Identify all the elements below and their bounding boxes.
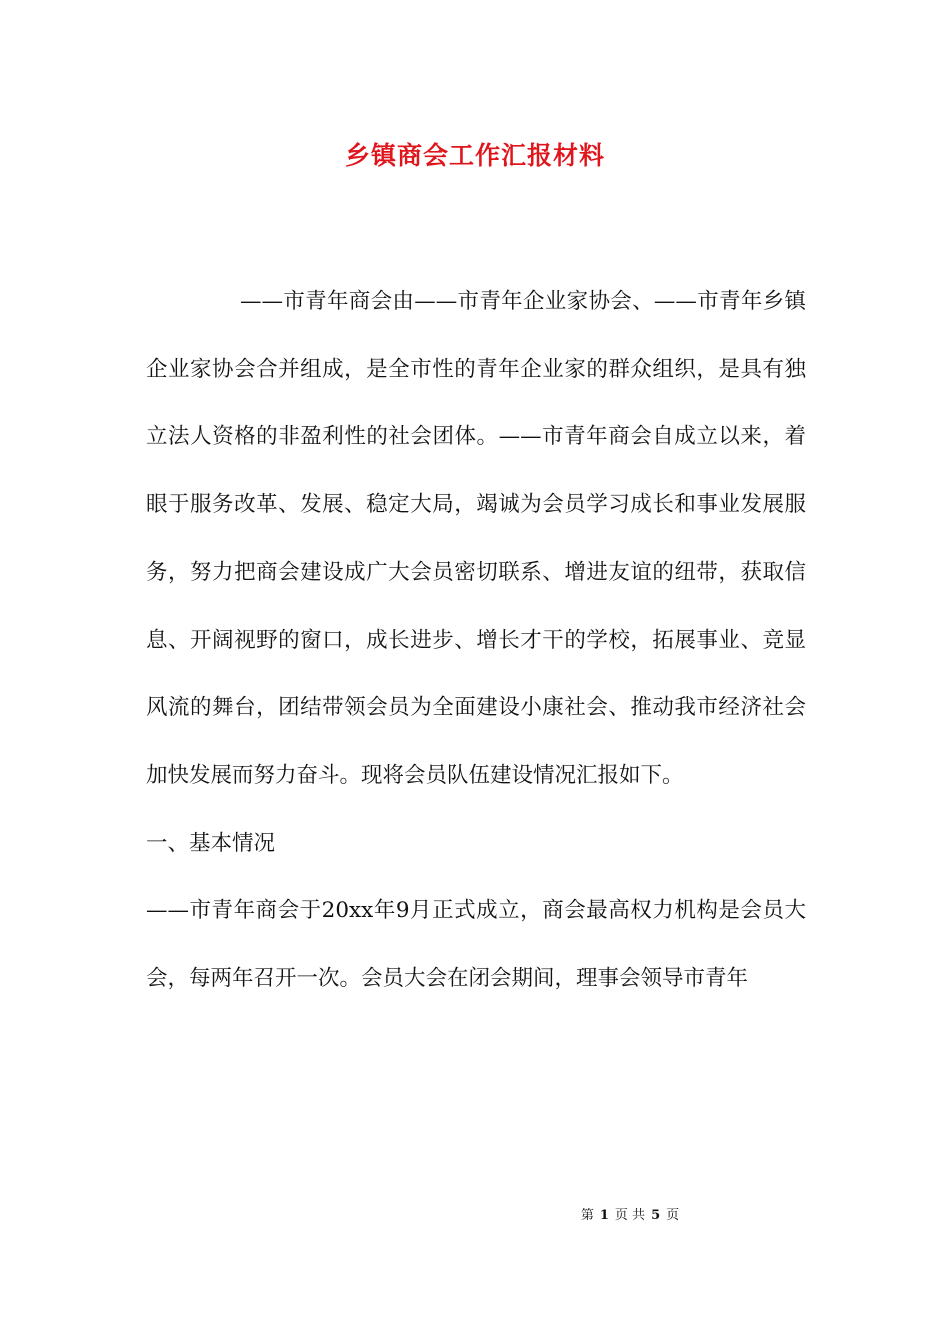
document-title: 乡镇商会工作汇报材料: [344, 141, 605, 170]
paragraph-intro: ——市青年商会由——市青年企业家协会、——市青年乡镇企业家协会合并组成，是全市性的青年企业家的群众组织，是具有独立法人资格的非盈利性的社会团体。——市青年商会自成立以来，着眼于服务改革、发展、稳定大局，竭诚为会员学习成长和事业发展服务，努力把商会建设成广大会员密切联系、增进友谊的纽带，获取信息、开阔视野的窗口，成长进步、增长才干的学校，拓展事业、竞显风流的舞台，团结带领会员为全面建设小康社会、推动我市经济社会加快发展而努力奋斗。现将会员队伍建设情况汇报如下。: [146, 289, 806, 788]
paragraph-basic-situation: ——市青年商会于20xx年9月正式成立，商会最高权力机构是会员大会，每两年召开一次。会员大会在闭会期间，理事会领导市青年: [146, 898, 806, 992]
footer-current-page: 1: [599, 1208, 609, 1223]
section-heading-basic: 一、基本情况: [146, 830, 276, 856]
page-footer: [0, 1206, 950, 1226]
footer-suffix: 页: [666, 1208, 680, 1223]
footer-total-pages: 5: [651, 1208, 661, 1223]
document-body: [146, 268, 806, 1013]
footer-prefix: 第: [580, 1208, 594, 1223]
footer-mid: 页 共: [614, 1208, 646, 1223]
